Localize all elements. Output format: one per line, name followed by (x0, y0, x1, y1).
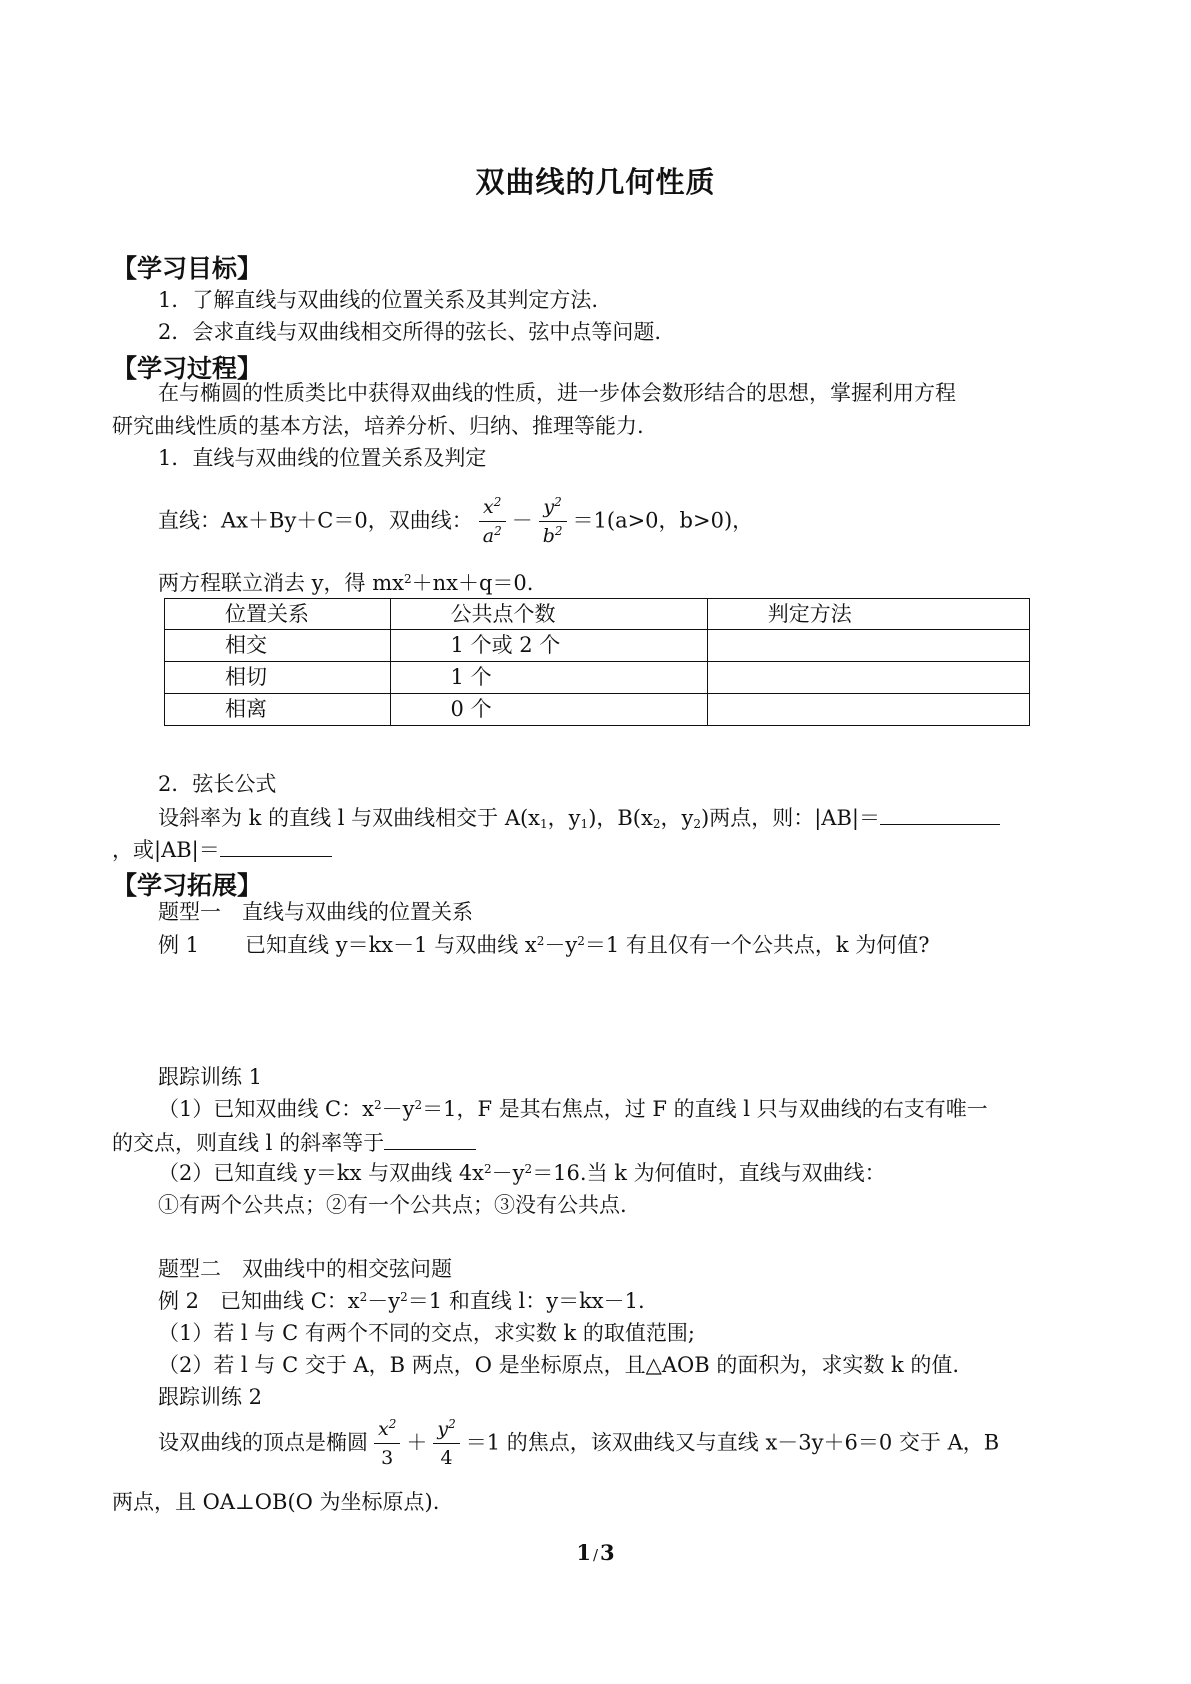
table-header-cell: 位置关系 (165, 599, 391, 630)
type1-title: 题型一 直线与双曲线的位置关系 (158, 900, 473, 924)
table-cell (707, 630, 1029, 662)
table-header-cell: 判定方法 (707, 599, 1029, 630)
process-intro-line1: 在与椭圆的性质类比中获得双曲线的性质，进一步体会数形结合的思想，掌握利用方程 (158, 381, 956, 405)
table-cell: 相交 (165, 630, 391, 662)
chord-formula-line1: 设斜率为 k 的直线 l 与双曲线相交于 $A(x_1$，$y_1$)，$B(x_2$，$y_2$)两点，则：|AB|＝ (158, 806, 1000, 830)
track1-title: 跟踪训练 1 (158, 1065, 263, 1089)
goal-item-1: 1．了解直线与双曲线的位置关系及其判定方法. (158, 288, 599, 312)
example2: 例 2 已知曲线 C：$x^2-y^2=1$ 和直线 l：y＝kx－1. (158, 1289, 645, 1313)
track1-problem1-line2: 的交点，则直线 l 的斜率等于 (112, 1131, 476, 1154)
table-cell (707, 694, 1029, 726)
example2-question1: （1）若 l 与 C 有两个不同的交点，求实数 k 的取值范围; (158, 1321, 695, 1345)
table-cell: 0 个 (390, 694, 707, 726)
type2-title: 题型二 双曲线中的相交弦问题 (158, 1257, 452, 1281)
section-heading-goals: 【学习目标】 (112, 254, 263, 283)
answer-blank[interactable] (880, 806, 1000, 825)
track2-title: 跟踪训练 2 (158, 1385, 263, 1409)
table-cell: 相切 (165, 662, 391, 694)
item2-title: 2．弦长公式 (158, 772, 277, 796)
track2-problem-line2: 两点，且 OA⊥OB(O 为坐标原点). (112, 1490, 440, 1514)
fraction-x2-over-a2: $\frac{x^2}{a^2}$ (479, 494, 506, 550)
fraction-x2-over-3: $\frac{x^2}{3}$ (374, 1416, 400, 1472)
answer-blank[interactable] (384, 1131, 476, 1150)
table-cell: 1 个或 2 个 (390, 630, 707, 662)
section-heading-extension: 【学习拓展】 (112, 871, 263, 900)
table-cell (707, 662, 1029, 694)
chord-formula-line2: ，或|AB|＝ (112, 838, 332, 861)
goal-item-2: 2．会求直线与双曲线相交所得的弦长、弦中点等问题. (158, 320, 662, 344)
track1-problem2-line2: ①有两个公共点；②有一个公共点；③没有公共点. (158, 1193, 627, 1217)
example1: 例 1 已知直线 y＝kx－1 与双曲线 $x^2-y^2=1$ 有且仅有一个公共点，k 为何值? (158, 933, 930, 957)
example2-question2: （2）若 l 与 C 交于 A，B 两点，O 是坐标原点，且△AOB 的面积为，求实数 k 的值. (158, 1353, 960, 1377)
page-number: 1 /3 (576, 1540, 615, 1565)
item1-title: 1．直线与双曲线的位置关系及判定 (158, 446, 487, 470)
table-row (165, 630, 1030, 662)
fraction-y2-over-4: $\frac{y^2}{4}$ (433, 1416, 459, 1472)
combine-equation: 两方程联立消去 y，得 $mx^2+nx+q=0$. (158, 571, 534, 595)
table-cell: 1 个 (390, 662, 707, 694)
track2-problem-line1: 设双曲线的顶点是椭圆 $\frac{x^2}{3}$ ＋ $\frac{y^2}{4}$ ＝1 的焦点，该双曲线又与直线 x－3y＋6＝0 交于 A，B (158, 1416, 999, 1472)
track1-problem2-line1: （2）已知直线 y＝kx 与双曲线 $4x^2-y^2=16$.当 k 为何值时，直线与双曲线： (158, 1161, 886, 1185)
track1-problem1-line1: （1）已知双曲线 C：$x^2-y^2=1$，F 是其右焦点，过 F 的直线 l 只与双曲线的右支有唯一 (158, 1097, 988, 1121)
position-relation-table (164, 598, 1030, 726)
table-header-cell: 公共点个数 (390, 599, 707, 630)
table-header-row (165, 599, 1030, 630)
hyperbola-equation (158, 494, 753, 550)
page-title: 双曲线的几何性质 (475, 165, 716, 199)
table-row (165, 694, 1030, 726)
table-cell: 相离 (165, 694, 391, 726)
fraction-y2-over-b2: $\frac{y^2}{b^2}$ (539, 494, 567, 550)
table-row (165, 662, 1030, 694)
process-intro-line2: 研究曲线性质的基本方法，培养分析、归纳、推理等能力. (112, 414, 644, 438)
eq-minus: － (511, 508, 533, 533)
eq-prefix: 直线：Ax＋By＋C＝0，双曲线： (158, 508, 473, 533)
section-heading-process: 【学习过程】 (112, 354, 263, 383)
eq-suffix: ＝1(a>0，b>0)， (572, 508, 754, 533)
answer-blank[interactable] (220, 838, 332, 857)
